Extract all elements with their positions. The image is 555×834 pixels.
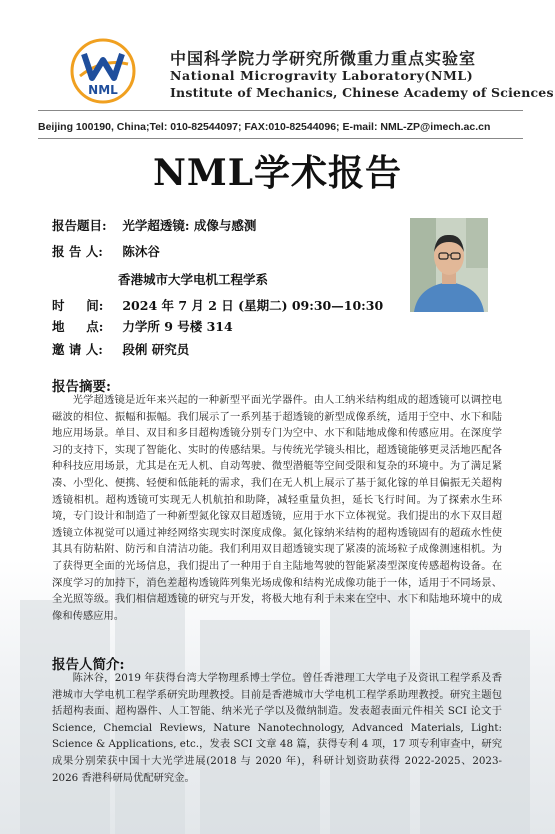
poster-title: NML学术报告 (152, 152, 403, 194)
time-row (52, 296, 383, 314)
host-label: 邀 请 人: (52, 342, 103, 357)
topic-value: 光学超透镜: 成像与感测 (122, 218, 257, 233)
host-value: 段俐 研究员 (122, 342, 190, 357)
place-value: 力学所 9 号楼 314 (122, 319, 233, 334)
bio-text: 陈沐谷，2019 年获得台湾大学物理系博士学位。曾任香港理工大学电子及资讯工程学系及香港城市大学电机工程学系研究助理教授。目前是香港城市大学电机工程学系助理教授。研究主题包括超构表面、超构器件、人工智能、纳米光子学以及微纳制造。发表超表面元件相关 SCI 论文于 Science, Chemcial Reviews, Nature Nanotechnology, Advanced Materials, Light: Science & Applications, etc.，发表 SCI 文章 48 篇，获得专利 4 项，17 项专利审查中，研究成果分别荣获中国十大光学进展(2018 与 2020 年)，科研计划资助获得 2022-2025、2023-2026 香港科研局优配研究金。 (52, 672, 502, 784)
divider-top (38, 110, 523, 111)
abstract-body (52, 392, 502, 624)
bio-heading: 报告人简介: (52, 657, 125, 673)
bio-body (52, 670, 502, 786)
topic-row (52, 216, 256, 234)
time-value: 2024 年 7 月 2 日 (星期二) 09:30—10:30 (122, 298, 384, 313)
institute-name-en-line2: Institute of Mechanics, Chinese Academy of Sciences (170, 85, 554, 100)
speaker-row (52, 242, 160, 260)
abstract-text: 光学超透镜是近年来兴起的一种新型平面光学器件。由人工纳米结构组成的超透镜可以调控电磁波的相位、振幅和振幅。我们展示了一系列基于超透镜的新型成像系统，适用于空中、水下和陆地应用场景。单目、双目和多目超构透镜分别专门为空中、水下和陆地成像和传感应用。在深度学习的支持下，实现了智能化、实时的传感结果。与传统光学镜头相比，超透镜能够更灵活地匹配各种科技应用场景，尤其是在无人机、自动驾驶、微型潜艇等空间受限和复杂的环境中。为了满足紧凑、小型化、便携、轻便和低能耗的需求，我们在无人机上展示了基于氮化镓的单目偏振无关超构透镜相机。超构透镜可实现无人机航拍和助降，减轻重量负担，延长飞行时间。为了探索水生环境，专门设计和制造了一种新型氮化镓双目超透镜，应用于水下立体视觉。我们提出的水下双目超透镜立体视觉可以通过神经网络实现实时深度成像。氮化镓纳米结构的超构透镜固有的超疏水性使其具有防粘附、防污和自清洁功能。我们利用双目超透镜实现了紧凑的流场粒子成像测速相机。为了获得更全面的光场信息，我们提出了一种用于自主陆地驾驶的智能紧凑型深度传感超构设备。在深度学习的加持下，消色差超构透镜阵列集光场成像和结构光成像功能于一体，适用于不同场景、全光照等级。我们相信超透镜的研究与开发，将极大地有利于未来在空中、水下和陆地环境中的成像和传感应用。 (52, 394, 502, 622)
host-row (52, 340, 189, 358)
nml-logo (70, 38, 136, 104)
contact-info: Beijing 100190, China;Tel: 010-82544097; FAX:010-82544096; E-mail: NML-ZP@imech.ac.cn (38, 121, 491, 133)
abstract-heading: 报告摘要: (52, 379, 111, 395)
place-row (52, 317, 233, 335)
speaker-photo (410, 218, 488, 312)
time-label: 时 间: (52, 298, 104, 313)
topic-label: 报告题目: (52, 218, 107, 233)
speaker-value: 陈沐谷 (122, 244, 160, 259)
institute-name-en-line1: National Microgravity Laboratory(NML) (170, 68, 474, 83)
speaker-label: 报 告 人: (52, 244, 103, 259)
logo-text: NML (88, 83, 118, 97)
place-label: 地 点: (52, 319, 104, 334)
divider-bottom (38, 138, 523, 139)
institute-name-cn: 中国科学院力学研究所微重力重点实验室 (170, 49, 477, 68)
affiliation: 香港城市大学电机工程学系 (118, 272, 269, 287)
